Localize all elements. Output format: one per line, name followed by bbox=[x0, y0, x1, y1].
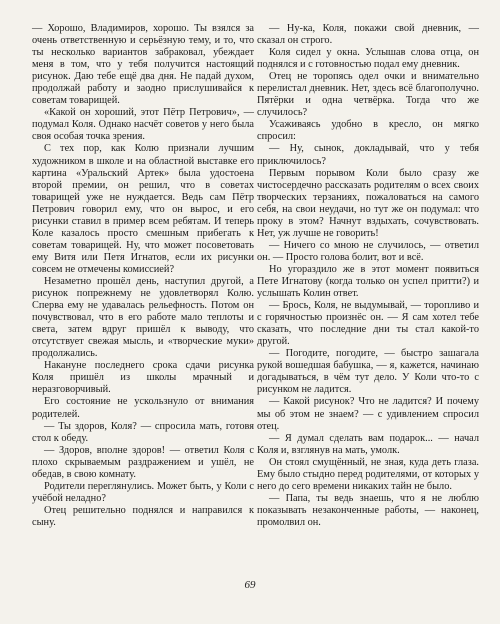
right-column bbox=[257, 23, 479, 529]
paragraph: — Погодите, погодите, — быстро зашагала рукой вошедшая бабушка, — я, кажется, начинаю догадываться, в чём тут дело. У Коли что-то с рисунком не ладится. bbox=[257, 348, 479, 396]
paragraph: Отец не торопясь одел очки и внимательно перелистал дневник. Нет, здесь всё благополучно. Пятёрки и одна четвёрка. Тогда что же случилось? bbox=[257, 71, 479, 119]
paragraph: — Ну, сынок, докладывай, что у тебя приключилось? bbox=[257, 143, 479, 167]
paragraph: Незаметно прошёл день, наступил другой, а рисунок попрежнему не удовлетворял Колю. Сперва ему не удавалась рельефность. Потом он почувствовал, что в его работе мало теплоты и света, затем вдруг пришёл к выводу, что отсутствует свежая мысль, и «творческие муки» продолжались. bbox=[32, 275, 254, 360]
paragraph: — Здоров, вполне здоров! — ответил Коля с плохо скрываемым раздражением и ушёл, не обедав, в свою комнату. bbox=[32, 444, 254, 480]
paragraph: — Ты здоров, Коля? — спросила мать, готовя стол к обеду. bbox=[32, 420, 254, 444]
paragraph: — Хорошо, Владимиров, хорошо. Ты взялся за очень ответственную и серьёзную тему, и то, что ты несколько вариантов забраковал, убеждает меня в том, что у тебя получится настоящий рисунок. Даю тебе ещё два дня. Не падай духом, продолжай работу и заодно прислушивайся к советам товарищей. bbox=[32, 23, 254, 107]
paragraph: Родители переглянулись. Может быть, у Коли с учёбой неладно? bbox=[32, 480, 254, 504]
paragraph: — Я думал сделать вам подарок... — начал Коля и, взглянув на мать, умолк. bbox=[257, 432, 479, 456]
paragraph: Накануне последнего срока сдачи рисунка Коля пришёл из школы мрачный и неразговорчивый. bbox=[32, 360, 254, 396]
paragraph: — Брось, Коля, не выдумывай, — торопливо и с горячностью произнёс он. — Я сам хотел тебе сказать, что последние дни ты стал какой-то другой. bbox=[257, 300, 479, 348]
paragraph: — Ну-ка, Коля, покажи свой дневник, — сказал он строго. bbox=[257, 23, 479, 47]
paragraph: Первым порывом Коли было сразу же чистосердечно рассказать родителям о всех своих творческих терзаниях, пожаловаться на самого себя, на свои неудачи, но тут же он подумал: что проку в этом? Начнут вздыхать, сочувствовать. Нет, уж лучше не говорить! bbox=[257, 167, 479, 239]
left-column bbox=[32, 23, 254, 529]
paragraph: — Папа, ты ведь знаешь, что я не люблю показывать незаконченные работы, — наконец, промолвил он. bbox=[257, 492, 479, 528]
paragraph: Он стоял смущённый, не зная, куда деть глаза. Ему было стыдно перед родителями, от которых у него до сего времени никаких тайн не было. bbox=[257, 456, 479, 492]
paragraph: Усаживаясь удобно в кресло, он мягко спросил: bbox=[257, 119, 479, 143]
paragraph: «Какой он хороший, этот Пётр Петрович», — подумал Коля. Однако насчёт советов у него была своя особая точка зрения. bbox=[32, 107, 254, 143]
paragraph: Его состояние не ускользнуло от внимания родителей. bbox=[32, 396, 254, 420]
paragraph: — Какой рисунок? Что не ладится? И почему мы об этом не знаем? — с удивлением спросил отец. bbox=[257, 396, 479, 432]
paragraph: — Ничего со мною не случилось, — ответил он. — Просто голова болит, вот и всё. bbox=[257, 239, 479, 263]
page-number: 69 bbox=[244, 579, 256, 591]
paragraph: Отец решительно поднялся и направился к сыну. bbox=[32, 504, 254, 528]
paragraph: Коля сидел у окна. Услышав слова отца, он поднялся и с готовностью подал ему дневник. bbox=[257, 47, 479, 71]
paragraph: С тех пор, как Колю признали лучшим художником в школе и на областной выставке его картина «Уральский Артек» была удостоена второй премии, он решил, что в советах товарищей уже не нуждается. Ведь сам Пётр Петрович говорил ему, что он вырос, и его рисунки ставил в пример всем ребятам. И теперь Коле казалось просто смешным прибегать к советам товарищей. Ну, что может посоветовать ему Витя или Петя Игнатов, если их рисунки совсем не отмечены комиссией? bbox=[32, 143, 254, 275]
paragraph: Но угораздило же в этот момент появиться Пете Игнатову (когда только он успел притти?) и услышать Колин ответ. bbox=[257, 263, 479, 300]
